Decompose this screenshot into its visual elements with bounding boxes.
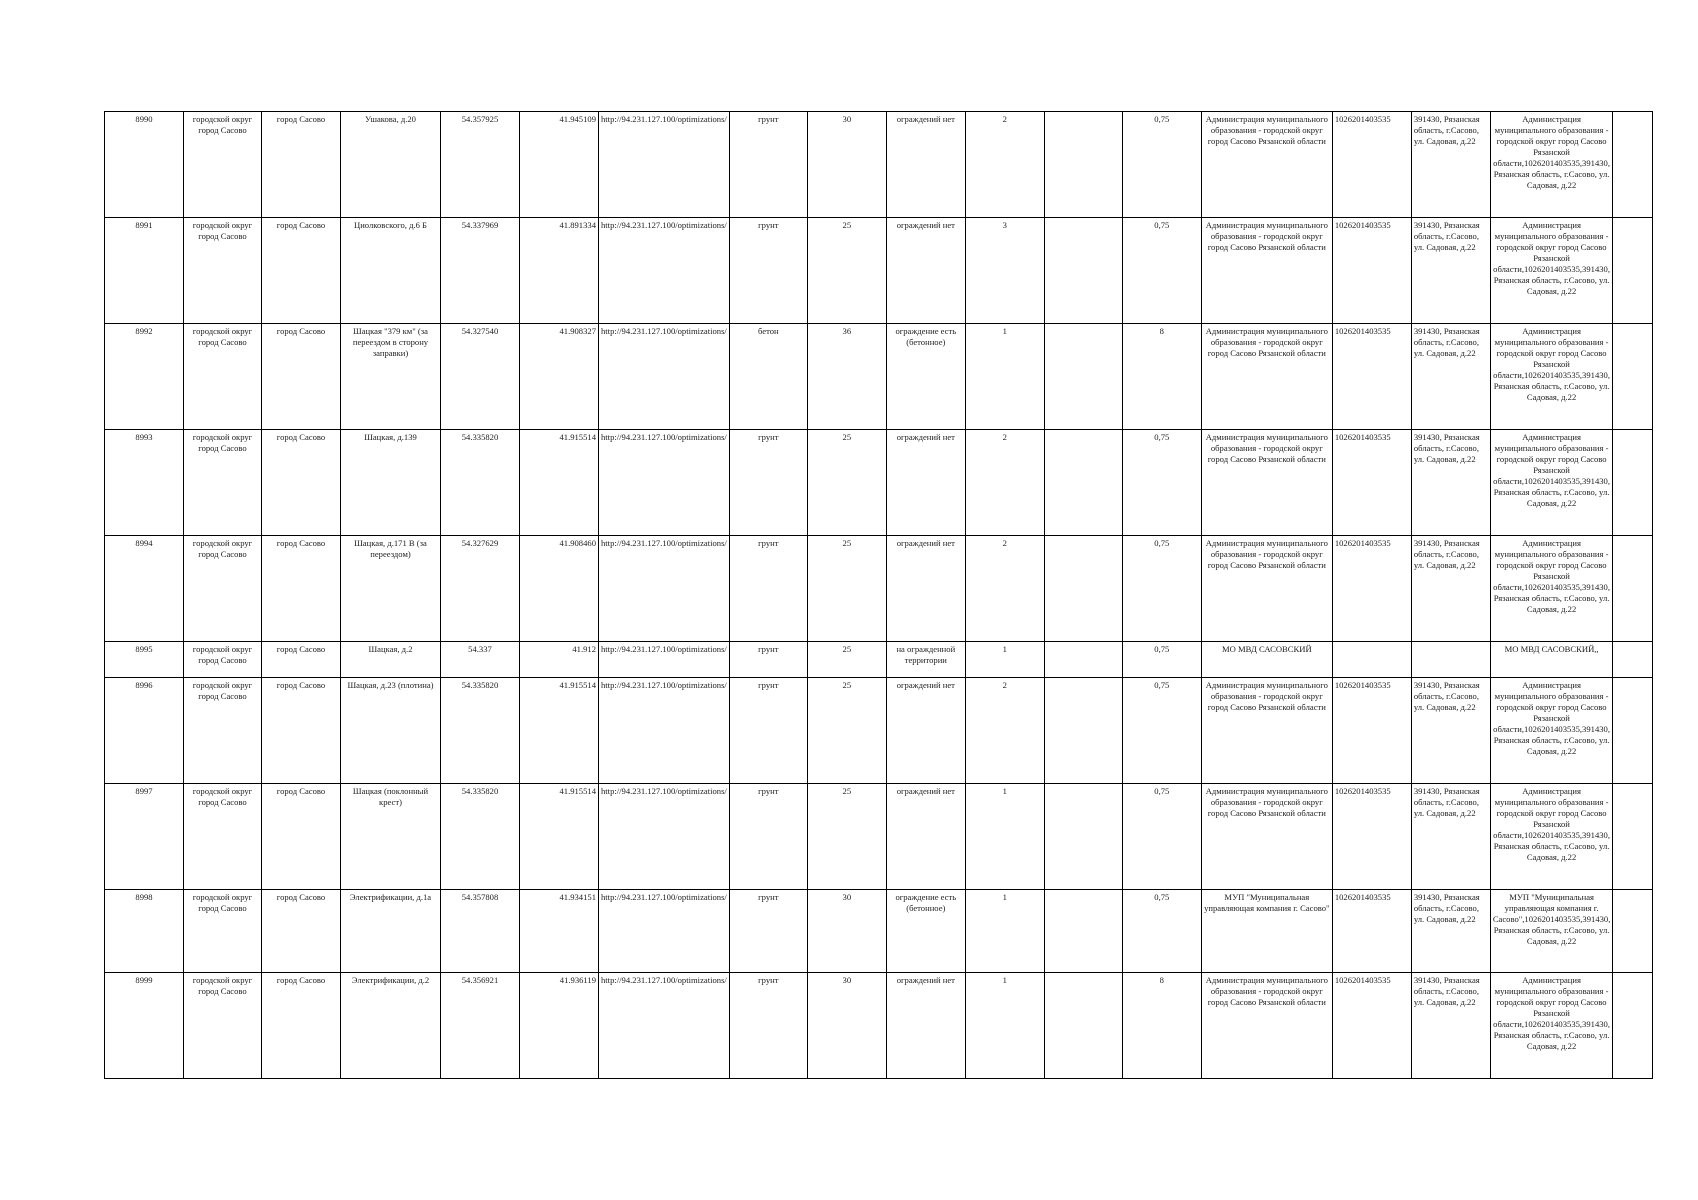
cell-district: городской округ город Сасово	[184, 784, 262, 890]
cell-fence: на огражденной территории	[886, 642, 965, 678]
cell-address: Шацкая (поклонный крест)	[341, 784, 441, 890]
cell-owner-addr: 391430, Рязанская область, г.Сасово, ул. Садовая, д.22	[1411, 536, 1490, 642]
cell-owner-addr: 391430, Рязанская область, г.Сасово, ул. Садовая, д.22	[1411, 218, 1490, 324]
cell-address: Электрификации, д.1а	[341, 890, 441, 973]
cell-num: 8991	[105, 218, 184, 324]
cell-link: http://94.231.127.100/optimizations/	[599, 218, 730, 324]
cell-count: 2	[965, 678, 1044, 784]
cell-empty	[1044, 430, 1122, 536]
cell-surface: грунт	[729, 218, 807, 324]
cell-count: 2	[965, 430, 1044, 536]
cell-city: город Сасово	[262, 784, 341, 890]
cell-source: Администрация муниципального образования - городской округ город Сасово Рязанской области,1026201403535,391430, Рязанская область, г.Сасово, ул. Садовая, д.22	[1490, 973, 1613, 1079]
cell-area: 30	[807, 973, 886, 1079]
cell-empty	[1044, 324, 1122, 430]
cell-empty	[1044, 973, 1122, 1079]
cell-source: Администрация муниципального образования - городской округ город Сасово Рязанской области,1026201403535,391430, Рязанская область, г.Сасово, ул. Садовая, д.22	[1490, 536, 1613, 642]
cell-city: город Сасово	[262, 218, 341, 324]
cell-count: 1	[965, 642, 1044, 678]
table-row	[105, 890, 1653, 973]
cell-fence: ограждение есть (бетонное)	[886, 890, 965, 973]
cell-fence: ограждений нет	[886, 430, 965, 536]
cell-link: http://94.231.127.100/optimizations/	[599, 536, 730, 642]
cell-link: http://94.231.127.100/optimizations/	[599, 678, 730, 784]
cell-ogrn: 1026201403535	[1332, 784, 1411, 890]
cell-count: 2	[965, 112, 1044, 218]
cell-ogrn: 1026201403535	[1332, 112, 1411, 218]
cell-source: Администрация муниципального образования - городской округ город Сасово Рязанской области,1026201403535,391430, Рязанская область, г.Сасово, ул. Садовая, д.22	[1490, 430, 1613, 536]
cell-link: http://94.231.127.100/optimizations/	[599, 642, 730, 678]
cell-volume: 8	[1122, 324, 1201, 430]
cell-lat: 54.337969	[441, 218, 520, 324]
cell-city: город Сасово	[262, 112, 341, 218]
cell-fence: ограждений нет	[886, 112, 965, 218]
cell-lat: 54.357925	[441, 112, 520, 218]
cell-owner-addr: 391430, Рязанская область, г.Сасово, ул. Садовая, д.22	[1411, 112, 1490, 218]
cell-surface: грунт	[729, 430, 807, 536]
cell-last	[1613, 678, 1653, 784]
cell-lat: 54.356921	[441, 973, 520, 1079]
cell-last	[1613, 973, 1653, 1079]
cell-volume: 8	[1122, 973, 1201, 1079]
cell-owner-addr: 391430, Рязанская область, г.Сасово, ул. Садовая, д.22	[1411, 784, 1490, 890]
cell-source: МО МВД САСОВСКИЙ,,	[1490, 642, 1613, 678]
cell-empty	[1044, 890, 1122, 973]
cell-lon: 41.915514	[520, 678, 599, 784]
cell-district: городской округ город Сасово	[184, 536, 262, 642]
cell-ogrn: 1026201403535	[1332, 536, 1411, 642]
cell-area: 25	[807, 536, 886, 642]
cell-lon: 41.915514	[520, 430, 599, 536]
cell-ogrn: 1026201403535	[1332, 973, 1411, 1079]
cell-area: 25	[807, 218, 886, 324]
table-row	[105, 218, 1653, 324]
cell-link: http://94.231.127.100/optimizations/	[599, 890, 730, 973]
cell-owner: Администрация муниципального образования - городской округ город Сасово Рязанской области	[1201, 324, 1332, 430]
cell-surface: грунт	[729, 890, 807, 973]
cell-address: Шацкая, д.2	[341, 642, 441, 678]
cell-empty	[1044, 218, 1122, 324]
cell-source: Администрация муниципального образования - городской округ город Сасово Рязанской области,1026201403535,391430, Рязанская область, г.Сасово, ул. Садовая, д.22	[1490, 784, 1613, 890]
cell-volume: 0,75	[1122, 536, 1201, 642]
cell-count: 1	[965, 324, 1044, 430]
cell-address: Шацкая "379 км" (за переездом в сторону заправки)	[341, 324, 441, 430]
cell-count: 1	[965, 784, 1044, 890]
cell-num: 8994	[105, 536, 184, 642]
cell-lat: 54.335820	[441, 784, 520, 890]
cell-area: 30	[807, 890, 886, 973]
table-row	[105, 536, 1653, 642]
registry-table	[104, 111, 1653, 1079]
table-row	[105, 642, 1653, 678]
cell-link: http://94.231.127.100/optimizations/	[599, 973, 730, 1079]
table-row	[105, 324, 1653, 430]
cell-link: http://94.231.127.100/optimizations/	[599, 112, 730, 218]
cell-num: 8990	[105, 112, 184, 218]
cell-owner-addr: 391430, Рязанская область, г.Сасово, ул. Садовая, д.22	[1411, 973, 1490, 1079]
cell-volume: 0,75	[1122, 784, 1201, 890]
cell-ogrn: 1026201403535	[1332, 324, 1411, 430]
cell-lon: 41.891334	[520, 218, 599, 324]
cell-area: 25	[807, 784, 886, 890]
cell-last	[1613, 536, 1653, 642]
cell-ogrn: 1026201403535	[1332, 890, 1411, 973]
cell-empty	[1044, 678, 1122, 784]
cell-source: МУП "Муниципальная управляющая компания г. Сасово",1026201403535,391430, Рязанская область, г.Сасово, ул. Садовая, д.22	[1490, 890, 1613, 973]
cell-last	[1613, 642, 1653, 678]
cell-surface: грунт	[729, 973, 807, 1079]
cell-city: город Сасово	[262, 890, 341, 973]
cell-city: город Сасово	[262, 536, 341, 642]
cell-link: http://94.231.127.100/optimizations/	[599, 430, 730, 536]
cell-district: городской округ город Сасово	[184, 642, 262, 678]
cell-district: городской округ город Сасово	[184, 678, 262, 784]
cell-owner-addr: 391430, Рязанская область, г.Сасово, ул. Садовая, д.22	[1411, 430, 1490, 536]
table-row	[105, 784, 1653, 890]
cell-volume: 0,75	[1122, 112, 1201, 218]
cell-address: Циолковского, д.6 Б	[341, 218, 441, 324]
cell-owner: Администрация муниципального образования - городской округ город Сасово Рязанской области	[1201, 536, 1332, 642]
cell-surface: грунт	[729, 678, 807, 784]
cell-surface: грунт	[729, 112, 807, 218]
cell-lon: 41.908327	[520, 324, 599, 430]
cell-address: Электрификации, д.2	[341, 973, 441, 1079]
cell-area: 30	[807, 112, 886, 218]
cell-last	[1613, 324, 1653, 430]
cell-owner-addr: 391430, Рязанская область, г.Сасово, ул. Садовая, д.22	[1411, 324, 1490, 430]
cell-num: 8993	[105, 430, 184, 536]
cell-area: 25	[807, 430, 886, 536]
cell-district: городской округ город Сасово	[184, 890, 262, 973]
cell-fence: ограждений нет	[886, 784, 965, 890]
cell-owner-addr	[1411, 642, 1490, 678]
cell-source: Администрация муниципального образования - городской округ город Сасово Рязанской области,1026201403535,391430, Рязанская область, г.Сасово, ул. Садовая, д.22	[1490, 678, 1613, 784]
cell-district: городской округ город Сасово	[184, 324, 262, 430]
cell-num: 8995	[105, 642, 184, 678]
cell-owner: МО МВД САСОВСКИЙ	[1201, 642, 1332, 678]
cell-fence: ограждение есть (бетонное)	[886, 324, 965, 430]
cell-last	[1613, 218, 1653, 324]
table-row	[105, 678, 1653, 784]
cell-address: Шацкая, д.171 В (за переездом)	[341, 536, 441, 642]
cell-count: 1	[965, 890, 1044, 973]
cell-ogrn: 1026201403535	[1332, 678, 1411, 784]
cell-volume: 0,75	[1122, 430, 1201, 536]
cell-lon: 41.908460	[520, 536, 599, 642]
cell-surface: грунт	[729, 784, 807, 890]
cell-count: 2	[965, 536, 1044, 642]
cell-district: городской округ город Сасово	[184, 112, 262, 218]
cell-lat: 54.327629	[441, 536, 520, 642]
cell-owner: Администрация муниципального образования - городской округ город Сасово Рязанской области	[1201, 678, 1332, 784]
cell-last	[1613, 784, 1653, 890]
cell-last	[1613, 890, 1653, 973]
cell-district: городской округ город Сасово	[184, 973, 262, 1079]
cell-owner: Администрация муниципального образования - городской округ город Сасово Рязанской области	[1201, 430, 1332, 536]
cell-district: городской округ город Сасово	[184, 218, 262, 324]
cell-link: http://94.231.127.100/optimizations/	[599, 784, 730, 890]
table-row	[105, 973, 1653, 1079]
cell-num: 8997	[105, 784, 184, 890]
cell-city: город Сасово	[262, 324, 341, 430]
cell-num: 8996	[105, 678, 184, 784]
cell-city: город Сасово	[262, 642, 341, 678]
cell-fence: ограждений нет	[886, 678, 965, 784]
cell-lon: 41.915514	[520, 784, 599, 890]
cell-address: Ушакова, д.20	[341, 112, 441, 218]
cell-city: город Сасово	[262, 678, 341, 784]
cell-count: 1	[965, 973, 1044, 1079]
cell-num: 8999	[105, 973, 184, 1079]
cell-lat: 54.327540	[441, 324, 520, 430]
cell-fence: ограждений нет	[886, 973, 965, 1079]
cell-empty	[1044, 112, 1122, 218]
cell-owner-addr: 391430, Рязанская область, г.Сасово, ул. Садовая, д.22	[1411, 678, 1490, 784]
cell-owner: Администрация муниципального образования - городской округ город Сасово Рязанской области	[1201, 218, 1332, 324]
cell-address: Шацкая, д.139	[341, 430, 441, 536]
cell-source: Администрация муниципального образования - городской округ город Сасово Рязанской области,1026201403535,391430, Рязанская область, г.Сасово, ул. Садовая, д.22	[1490, 218, 1613, 324]
cell-fence: ограждений нет	[886, 218, 965, 324]
cell-source: Администрация муниципального образования - городской округ город Сасово Рязанской области,1026201403535,391430, Рязанская область, г.Сасово, ул. Садовая, д.22	[1490, 324, 1613, 430]
cell-empty	[1044, 642, 1122, 678]
cell-volume: 0,75	[1122, 642, 1201, 678]
cell-lon: 41.912	[520, 642, 599, 678]
cell-city: город Сасово	[262, 973, 341, 1079]
cell-ogrn: 1026201403535	[1332, 430, 1411, 536]
table-row	[105, 430, 1653, 536]
cell-last	[1613, 112, 1653, 218]
cell-ogrn	[1332, 642, 1411, 678]
cell-owner: Администрация муниципального образования - городской округ город Сасово Рязанской области	[1201, 784, 1332, 890]
cell-count: 3	[965, 218, 1044, 324]
cell-owner: МУП "Муниципальная управляющая компания г. Сасово"	[1201, 890, 1332, 973]
cell-district: городской округ город Сасово	[184, 430, 262, 536]
cell-fence: ограждений нет	[886, 536, 965, 642]
cell-area: 25	[807, 678, 886, 784]
cell-lat: 54.357808	[441, 890, 520, 973]
cell-volume: 0,75	[1122, 678, 1201, 784]
cell-empty	[1044, 784, 1122, 890]
cell-link: http://94.231.127.100/optimizations/	[599, 324, 730, 430]
cell-area: 36	[807, 324, 886, 430]
cell-city: город Сасово	[262, 430, 341, 536]
cell-lat: 54.335820	[441, 678, 520, 784]
cell-owner: Администрация муниципального образования - городской округ город Сасово Рязанской области	[1201, 973, 1332, 1079]
cell-ogrn: 1026201403535	[1332, 218, 1411, 324]
cell-last	[1613, 430, 1653, 536]
cell-num: 8998	[105, 890, 184, 973]
cell-lon: 41.934151	[520, 890, 599, 973]
cell-surface: грунт	[729, 642, 807, 678]
cell-lat: 54.335820	[441, 430, 520, 536]
cell-lat: 54.337	[441, 642, 520, 678]
cell-owner: Администрация муниципального образования - городской округ город Сасово Рязанской области	[1201, 112, 1332, 218]
cell-volume: 0,75	[1122, 218, 1201, 324]
cell-source: Администрация муниципального образования - городской округ город Сасово Рязанской области,1026201403535,391430, Рязанская область, г.Сасово, ул. Садовая, д.22	[1490, 112, 1613, 218]
cell-address: Шацкая, д.23 (плотина)	[341, 678, 441, 784]
cell-surface: грунт	[729, 536, 807, 642]
cell-num: 8992	[105, 324, 184, 430]
cell-owner-addr: 391430, Рязанская область, г.Сасово, ул. Садовая, д.22	[1411, 890, 1490, 973]
table-body	[105, 112, 1653, 1079]
cell-volume: 0,75	[1122, 890, 1201, 973]
cell-empty	[1044, 536, 1122, 642]
cell-surface: бетон	[729, 324, 807, 430]
cell-lon: 41.936119	[520, 973, 599, 1079]
cell-area: 25	[807, 642, 886, 678]
cell-lon: 41.945109	[520, 112, 599, 218]
table-row	[105, 112, 1653, 218]
